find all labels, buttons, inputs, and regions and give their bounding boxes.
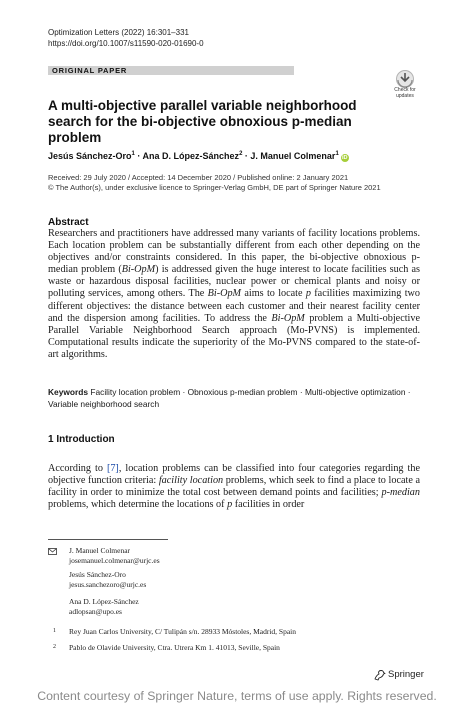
journal-citation: Optimization Letters (2022) 16:301–331 — [48, 28, 189, 37]
author-affiliation-ref: 1 — [131, 151, 135, 157]
doi-link[interactable]: https://doi.org/10.1007/s11590-020-01690-0 — [48, 39, 204, 48]
keywords — [48, 386, 420, 410]
contact-name: Jesús Sánchez-Oro — [69, 570, 126, 579]
author-name[interactable]: Ana D. López-Sánchez — [142, 151, 240, 161]
abstract-heading: Abstract — [48, 217, 89, 228]
author-list — [48, 148, 428, 162]
contact-name: J. Manuel Colmenar — [69, 546, 131, 555]
author-name[interactable]: J. Manuel Colmenar — [250, 151, 336, 161]
affiliation-text: Pablo de Olavide University, Ctra. Utrera Km 1. 41013, Seville, Spain — [69, 643, 280, 652]
section-heading-introduction: 1 Introduction — [48, 434, 115, 445]
author-affiliation-ref: 1 — [335, 151, 339, 157]
abstract-text: Researchers and practitioners have addressed many variants of facility locations problems. Each location problem can be substantially different from each other depending on the objectives and/or constraints considered. In this paper, the bi-objective obnoxious p-median problem (Bi-OpM) is addressed given the huge interest to locate facilities such as waste or hazardous disposal facilities, nuclear power or chemical plants and noisy or polluting services, among others. The Bi-OpM aims to locate p facilities maximizing two different objectives: the distance between each customer and their nearest facility center and the dispersion among facilities. To address the Bi-OpM problem a Multi-objective Parallel Variable Neighborhood Search approach (Mo-PVNS) is implemented. Computational results indicate the superiority of the Mo-PVNS compared to the state-of-art algorithms. — [48, 228, 421, 360]
author-separator: · — [242, 151, 251, 161]
contact-email[interactable]: josemanuel.colmenar@urjc.es — [69, 556, 160, 565]
crossmark-label — [388, 88, 422, 99]
crossmark-line-2: updates — [396, 92, 414, 99]
contact-email[interactable]: jesus.sanchezoro@urjc.es — [69, 580, 147, 589]
contact-name: Ana D. López-Sánchez — [69, 597, 139, 606]
affiliation-text: Rey Juan Carlos University, C/ Tulipán s/n. 28933 Móstoles, Madrid, Spain — [69, 627, 297, 636]
contact-block — [69, 546, 369, 566]
author-affiliation-ref: 2 — [239, 151, 243, 157]
article-type-label: ORIGINAL PAPER — [52, 66, 128, 75]
article-title: A multi-objective parallel variable neighborhood search for the bi-objective obnoxious p-median problem — [48, 98, 357, 145]
citation-link[interactable]: [7] — [106, 463, 119, 474]
contact-email[interactable]: adlopsan@upo.es — [69, 607, 122, 616]
keywords-list: Facility location problem · Obnoxious p-median problem · Multi-objective optimization · Variable neighborhood search — [48, 387, 411, 410]
author-name[interactable]: Jesús Sánchez-Oro — [48, 151, 132, 161]
contact-block — [69, 570, 369, 590]
keywords-label: Keywords — [48, 387, 89, 397]
rights-notice: Content courtesy of Springer Nature, terms of use apply. Rights reserved. — [37, 689, 437, 703]
introduction-text: According to [7], location problems can be classified into four categories regarding the objective function criteria: facility location problems, which seek to find a place to locate a facility in order to minimize the total cost between demand points and facilities; p-median problems, which determine the locations of p facilities in order — [48, 463, 420, 511]
history-dates: Received: 29 July 2020 / Accepted: 14 December 2020 / Published online: 2 January 2021 — [48, 173, 349, 182]
contact-block — [69, 597, 369, 617]
affiliation-number: 2 — [53, 644, 56, 650]
affiliation-number: 1 — [53, 628, 56, 634]
orcid-icon[interactable]: iD — [342, 155, 348, 161]
crossmark-line-1: Check for — [394, 87, 416, 93]
publisher-logo-text: Springer — [388, 669, 424, 680]
springer-horse-icon — [373, 669, 387, 681]
footnote-divider — [48, 539, 168, 540]
envelope-icon — [48, 548, 57, 555]
copyright-notice: © The Author(s), under exclusive licence to Springer-Verlag GmbH, DE part of Springer Nature 2021 — [48, 183, 381, 192]
author-separator: · — [134, 151, 143, 161]
